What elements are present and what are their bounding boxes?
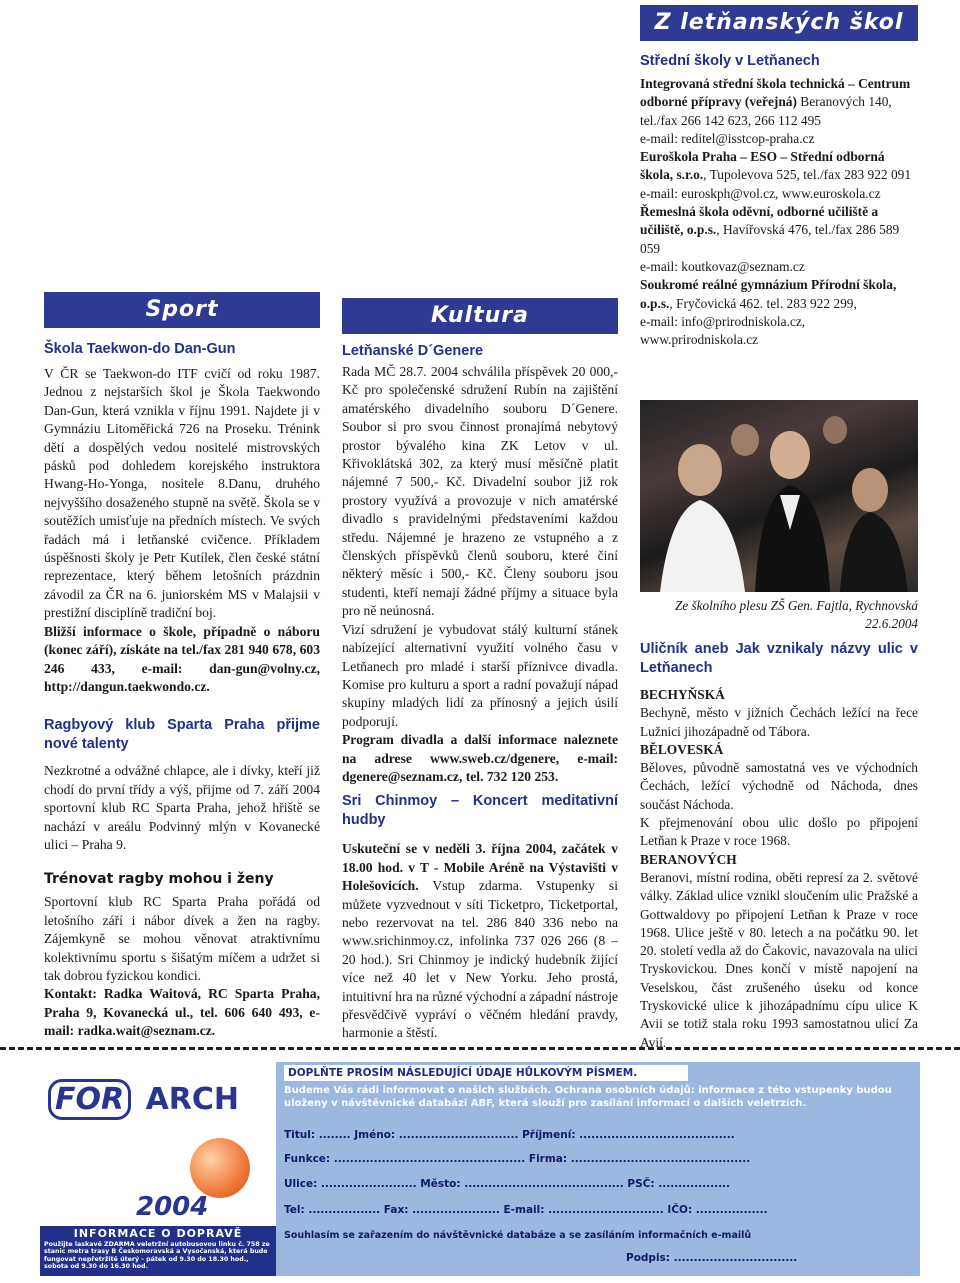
schools-column [640,52,918,349]
article-heading: Sri Chinmoy – Koncert meditativní hudby [342,793,618,829]
form-row-company[interactable]: Funkce: ................................................ Firma: ............................................. [284,1153,751,1165]
street-text: K přejmenování obou ulic došlo po připojení Letňan k Praze v roce 1968. [640,815,918,849]
street-text: Bechyně, město v jižních Čechách ležící na řece Lužnici jihozápadně od Tábora. [640,705,918,739]
school-info: , Havířovská 476, tel./fax 286 589 059 [640,222,900,256]
registration-form [276,1062,920,1276]
school-email: e-mail: koutkovaz@seznam.cz [640,258,805,274]
article-subheading: Trénovat ragby mohou i ženy [44,871,274,888]
info-panel [40,1226,276,1276]
school-email: e-mail: info@prirodniskola.cz, www.prirodniskola.cz [640,313,806,348]
form-title: DOPLŇTE PROSÍM NÁSLEDUJÍCÍ ÚDAJE HŮLKOVÝM PÍSMEM. [284,1065,688,1081]
forarch-logo [48,1082,239,1117]
article-contact: Program divadla a další informace naleznete na adrese www.sweb.cz/dgenere, e-mail: dgenere@seznam.cz, tel. 732 120 253. [342,732,618,784]
article-text: Nezkrotné a odvážné chlapce, ale i dívky, kteří již chodí do první třídy a výš, přijme od 7. září 2004 sportovní klub RC Sparta Praha, jehož hřiště se nachází v areálu Podvinný mlýn v Kovanecké ulici – Praha 9. [44,763,320,852]
school-name: Řemeslná škola oděvní, odborné učiliště a učiliště, o.p.s. [640,204,879,238]
orange-ball-icon [190,1138,250,1198]
logo-year: 2004 [136,1192,209,1222]
school-entry [640,75,918,130]
school-email: e-mail: reditel@isstcop-praha.cz [640,130,815,146]
photo-caption: Ze školního plesu ZŠ Gen. Fajtla, Rychnovská 22.6.2004 [675,598,918,631]
streets-column [640,640,918,1052]
form-consent[interactable]: Souhlasím se zařazením do návštěvnické databáze a se zasíláním informačních e-mailů [284,1230,752,1241]
article-heading: Ragbyový klub Sparta Praha přijme nové talenty [44,717,320,753]
info-title: INFORMACE O DOPRAVĚ [73,1227,243,1240]
article-heading: Letňanské D´Genere [342,343,484,359]
section-banner-kultura: Kultura [342,298,618,334]
school-info: , Tupolevova 525, tel./fax 283 922 091 [703,167,912,183]
sport-column [44,340,320,1041]
info-text: Použijte laskavě ZDARMA veletržní autobusovou linku č. 758 ze stanic metra trasy B Českomoravská a Vysočanská, která bude fungovat nepřetržitě úterý - pátek od 9.30 do 18.30 hod., sobota od 9.30 do 16.30 hod. [44,1241,270,1271]
article-heading: Škola Taekwon-do Dan-Gun [44,341,236,357]
street-name: BĚLOVESKÁ [640,741,724,757]
school-entry [640,276,918,313]
street-name: BERANOVÝCH [640,851,737,867]
school-email: e-mail: euroskph@vol.cz, www.euroskola.cz [640,185,881,201]
logo-arch: ARCH [145,1082,240,1117]
forarch-advert [40,1062,276,1276]
school-ball-photo [640,400,918,592]
article-text: Rada MČ 28.7. 2004 schválila příspěvek 20 000,- Kč pro společenské sdružení Rubín na zajištění amatérského divadelního souboru D´Genere. Soubor si pro svou činnost pronajímá nebytový prostor bývalého kina ZK Letov v ul. Křivoklátská 302, za který musí měsíčně platit nájemné 7 500,- Kč. Divadelní soubor již rok prostory využívá a provozuje v nich amatérské divadlo s pravidelnými představeními každou středu. Nájemné je hrazeno ze vstupného a z členských příspěvků členů souboru, které činí některý měsíc i 500,- Kč. Členy souboru jsou studenti, kteří nemají žádné příjmy a situace byla pro ně neúnosná. [342,364,618,619]
form-intro: Budeme Vás rádi informovat o našich službách. Ochrana osobních údajů: informace z této vstupenky budou uloženy v návštěvnické databázi ABF, která slouží pro zasílání informací o dalších veletrzích. [284,1085,892,1109]
school-name: Integrovaná střední škola technická – Centrum odborné přípravy (veřejná) [640,76,911,110]
school-info: , Fryčovická 462. tel. 283 922 299, [669,295,857,311]
article-contact: Bližší informace o škole, případně o náboru (konec září), získáte na tel./fax 281 940 678, 603 246 433, e-mail: dan-gun@volny.cz, http://dangun.taekwondo.cz. [44,623,320,694]
event-details: Uskuteční se v neděli 3. října 2004, začátek v 18.00 hod. v T - Mobile Aréně na Výstavišti v Holešovicích. [342,841,618,894]
article-heading: Střední školy v Letňanech [640,53,820,69]
article-heading: Uličník aneb Jak vznikaly názvy ulic v Letňanech [640,641,918,676]
school-name: Soukromé reálné gymnázium Přírodní škola, o.p.s. [640,277,897,311]
form-row-name[interactable]: Titul: ........ Jméno: .............................. Příjmení: ....................................... [284,1129,735,1141]
event-text: Vstup zdarma. Vstupenky si můžete vyzvednout v síti Ticketpro, Ticketportal, nebo rezervovat na tel. 286 840 336 nebo na www.srichinmoy.cz, infolinka 737 026 266 (8 – 20 hod.). Sri Chinmoy je indický hudebník žijící více než 40 let v New Yorku. Jeho prostá, intuitivní hra na různé východní a západní nástroje přesvědčivě vypráví o věčném hledání pravdy, harmonie a štěstí. [342,878,618,1041]
school-entry [640,203,918,258]
street-name: BECHYŇSKÁ [640,687,725,702]
section-banner-schools: Z letňanských škol [640,5,918,41]
school-info: Beranových 140, tel./fax 266 142 623, 266 112 495 [640,94,892,128]
article-contact: Kontakt: Radka Waitová, RC Sparta Praha, Praha 9, Kovanecká ul., tel. 606 640 493, e-mail: radka.wait@seznam.cz. [44,986,320,1039]
form-signature[interactable]: Podpis: ............................... [626,1252,798,1264]
school-entry [640,148,918,185]
article-text: Sportovní klub RC Sparta Praha pořádá od letošního září i nábor dívek a žen na ragby. Zájemkyně se mohou věnovat atraktivnímu kolektivnímu sportu s šišatým míčem a udržet si tak dobrou fyzickou kondici. [44,894,320,983]
form-row-contact[interactable]: Tel: .................. Fax: ...................... E-mail: ............................. IČO: .................. [284,1204,768,1216]
article-text [342,840,618,1042]
street-text: Běloves, původně samostatná ves ve východních Čechách, ležící východně od Náchoda, dnes součást Náchoda. [640,760,918,812]
photo-illustration [640,400,918,592]
school-name: Euroškola Praha – ESO – Střední odborná škola, s.r.o. [640,149,885,183]
article-text: V ČR se Taekwon-do ITF cvičí od roku 1987. Jednou z nejstarších škol je Škola Taekwondo Dan-Gun, která vznikla v říjnu 1991. Najdete ji v Gymnáziu Litoměřická 726 na Proseku. Trénink dětí a dospělých vedou nositelé mistrovských pásků pod dohledem korejského instruktora Hwang-Ho-Yonga, nositele 8.Danu, druhého nejvyššího dosaženého stupně na světě. Škola se v soutěžích umisťuje na předních místech. Ve svých řadách má i letňanské cvičence. Příkladem úspěšnosti školy je Petr Kutílek, člen české státní reprezentace, který během letošních prázdnin závodil za ČR na 6. juniorském MS v Malajsii v prestižní disciplíně tradiční boj. [44,366,320,621]
article-text: Vizí sdružení je vybudovat stálý kulturní stánek nabízející alternativní využití volného času v Letňanech pro mladé i starší příznivce divadla. Komise pro kulturu a sport a radní považují nápad skupiny mladých lidí za přínosný a jejich úsilí podporují. [342,621,618,729]
cut-line [0,1047,960,1050]
street-text: Beranovi, místní rodina, oběti represí za 2. světové války. Základ ulice vznikl sloučením ulic Pražské a Gottwaldovy po připojení Letňan k Praze v roce 1968. Ulice ještě v 80. letech a na počátku 90. let 20. století vedla až do Čakovic, navazovala na ulici Tryskovickou. Dnes končí v místě napojení na Veselskou, část zrušeného úseku od konce Tryskovické ulice k jihozápadnímu cípu ulice K Avii se totiž stala roku 1993 samostatnou ulicí Za Avií. [640,869,918,1050]
logo-for: FOR [48,1079,131,1120]
kultura-column [342,342,618,1043]
section-banner-sport: Sport [44,292,320,328]
form-row-address[interactable]: Ulice: ........................ Město: ........................................ PSČ: .................. [284,1178,731,1190]
